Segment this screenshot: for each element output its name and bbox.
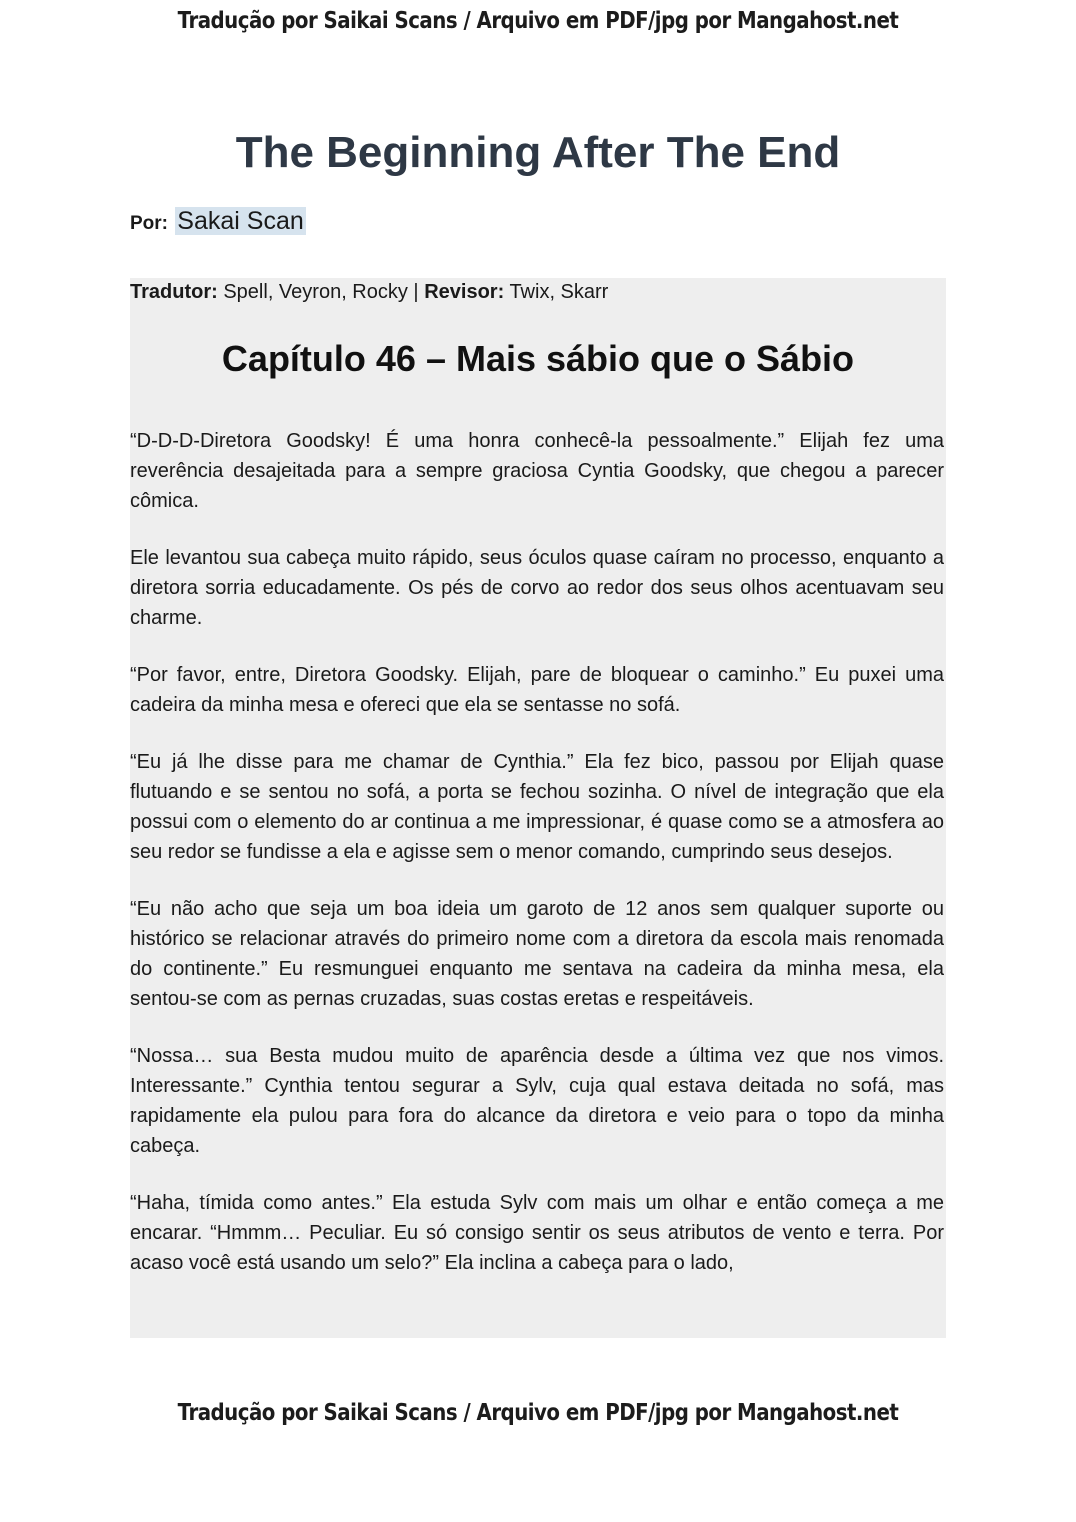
translator-label: Tradutor:: [130, 281, 218, 303]
paragraph: “Eu não acho que seja um boa ideia um garoto de 12 anos sem qualquer suporte ou histórico se relacionar através do primeiro nome com a diretora da escola mais renomada do continente.” Eu resmunguei enquanto me sentava na cadeira da minha mesa, ela sentou-se com as pernas cruzadas, suas costas eretas e respeitáveis.: [130, 898, 944, 1010]
chapter-content-box: [130, 278, 946, 1338]
reviewer-label: Revisor:: [424, 281, 505, 303]
credits-line: [130, 281, 608, 304]
paragraph: Ele levantou sua cabeça muito rápido, seus óculos quase caíram no processo, enquanto a diretora sorria educadamente. Os pés de corvo ao redor dos seus olhos acentuavam seu charme.: [130, 547, 944, 629]
paragraph: “Nossa… sua Besta mudou muito de aparência desde a última vez que nos vimos. Interessante.” Cynthia tentou segurar a Sylv, cuja qual estava deitada no sofá, mas rapidamente ela pulou para fora do alcance da diretora e veio para o topo da minha cabeça.: [130, 1045, 944, 1157]
book-title: The Beginning After The End: [235, 128, 841, 177]
paragraph: “D-D-D-Diretora Goodsky! É uma honra conhecê-la pessoalmente.” Elijah fez uma reverência desajeitada para a sempre graciosa Cyntia Goodsky, que chegou a parecer cômica.: [130, 430, 944, 512]
chapter-body: [130, 426, 944, 1305]
author-label: Por:: [130, 213, 168, 234]
footer-watermark-banner: Tradução por Saikai Scans / Arquivo em PDF/jpg por Mangahost.net: [177, 1400, 899, 1426]
header-watermark-banner: Tradução por Saikai Scans / Arquivo em PDF/jpg por Mangahost.net: [177, 8, 899, 34]
paragraph: “Por favor, entre, Diretora Goodsky. Elijah, pare de bloquear o caminho.” Eu puxei uma cadeira da minha mesa e ofereci que ela se sentasse no sofá.: [130, 664, 944, 716]
chapter-title: Capítulo 46 – Mais sábio que o Sábio: [221, 338, 855, 379]
paragraph: “Haha, tímida como antes.” Ela estuda Sylv com mais um olhar e então começa a me encarar. “Hmmm… Peculiar. Eu só consigo sentir os seus atributos de vento e terra. Por acaso você está usando um selo?” Ela inclina a cabeça para o lado,: [130, 1192, 944, 1274]
author-line: [130, 207, 306, 236]
paragraph: “Eu já lhe disse para me chamar de Cynthia.” Ela fez bico, passou por Elijah quase flutuando e se sentou no sofá, a porta se fechou sozinha. O nível de integração que ela possui com o elemento do ar continua a me impressionar, é quase como se a atmosfera ao seu redor se fundisse a ela e agisse sem o menor comando, cumprindo seus desejos.: [130, 751, 944, 863]
author-name: Sakai Scan: [177, 207, 304, 235]
reviewer-names: Twix, Skarr: [509, 281, 609, 303]
translator-names: Spell, Veyron, Rocky |: [223, 281, 419, 303]
